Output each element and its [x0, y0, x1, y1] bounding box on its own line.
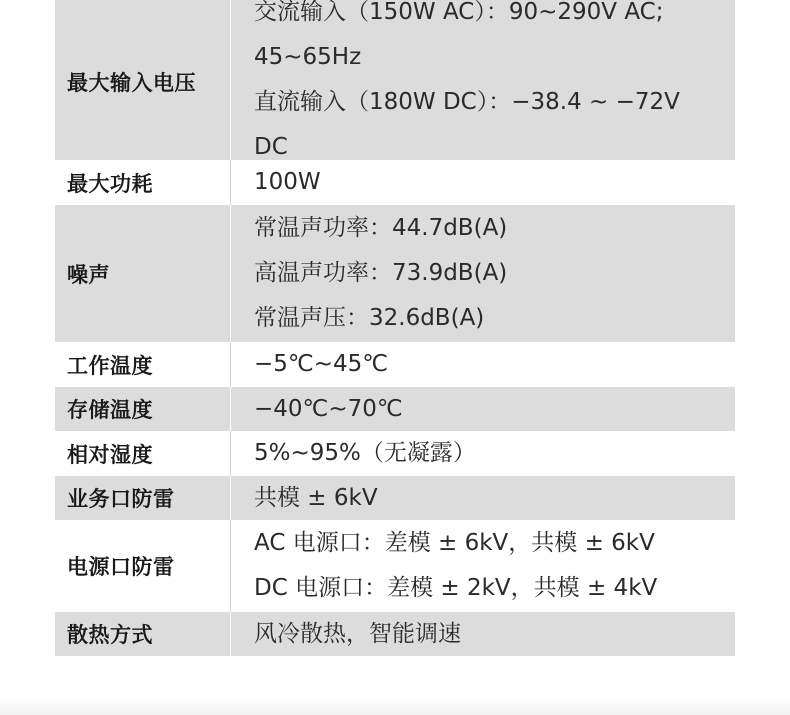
spec-value-line: DC: [254, 134, 288, 160]
spec-value-line: 5%~95%（无凝露）: [254, 440, 476, 466]
spec-label: 最大功耗: [55, 160, 231, 205]
spec-value: [231, 476, 735, 520]
spec-value: [231, 0, 735, 160]
spec-value-line: 常温声压：32.6dB(A): [254, 305, 485, 331]
spec-value-line: 高温声功率：73.9dB(A): [254, 260, 508, 286]
spec-value-line: 45~65Hz: [254, 44, 362, 70]
spec-value: [231, 520, 735, 612]
spec-label: 存储温度: [55, 387, 231, 431]
spec-row-storage-temp: [55, 387, 735, 431]
spec-value-line: −5℃~45℃: [254, 351, 389, 377]
page-bottom-fade: [0, 695, 790, 715]
spec-value: [231, 160, 735, 205]
spec-value: [231, 612, 735, 656]
spec-value: [231, 431, 735, 476]
spec-value-line: 交流输入（150W AC）：90~290V AC;: [254, 0, 664, 25]
spec-row-humidity: [55, 431, 735, 476]
spec-row-operating-temp: [55, 342, 735, 387]
spec-label: 相对湿度: [55, 431, 231, 476]
spec-value-line: −40℃~70℃: [254, 395, 403, 422]
spec-label: 噪声: [55, 205, 231, 342]
spec-value-line: 常温声功率：44.7dB(A): [254, 215, 508, 241]
spec-row-service-port-surge: [55, 476, 735, 520]
spec-label: 电源口防雷: [55, 520, 231, 612]
spec-value: [231, 205, 735, 342]
spec-value-line: 100W: [254, 169, 321, 195]
spec-label: 工作温度: [55, 342, 231, 387]
spec-label: 最大输入电压: [55, 0, 231, 160]
spec-table: [55, 0, 735, 656]
spec-value-line: AC 电源口：差模 ± 6kV，共模 ± 6kV: [254, 530, 655, 556]
spec-row-power-port-surge: [55, 520, 735, 612]
spec-row-max-input-voltage: [55, 0, 735, 160]
spec-value-line: 直流输入（180W DC）：−38.4 ~ −72V: [254, 89, 680, 115]
spec-value: [231, 342, 735, 387]
spec-row-cooling: [55, 612, 735, 656]
spec-row-noise: [55, 205, 735, 342]
spec-value-line: DC 电源口：差模 ± 2kV，共模 ± 4kV: [254, 575, 658, 601]
spec-value: [231, 387, 735, 431]
spec-label: 散热方式: [55, 612, 231, 656]
spec-value-line: 共模 ± 6kV: [254, 484, 378, 511]
spec-value-line: 风冷散热，智能调速: [254, 620, 461, 647]
spec-label: 业务口防雷: [55, 476, 231, 520]
spec-row-max-power: [55, 160, 735, 205]
